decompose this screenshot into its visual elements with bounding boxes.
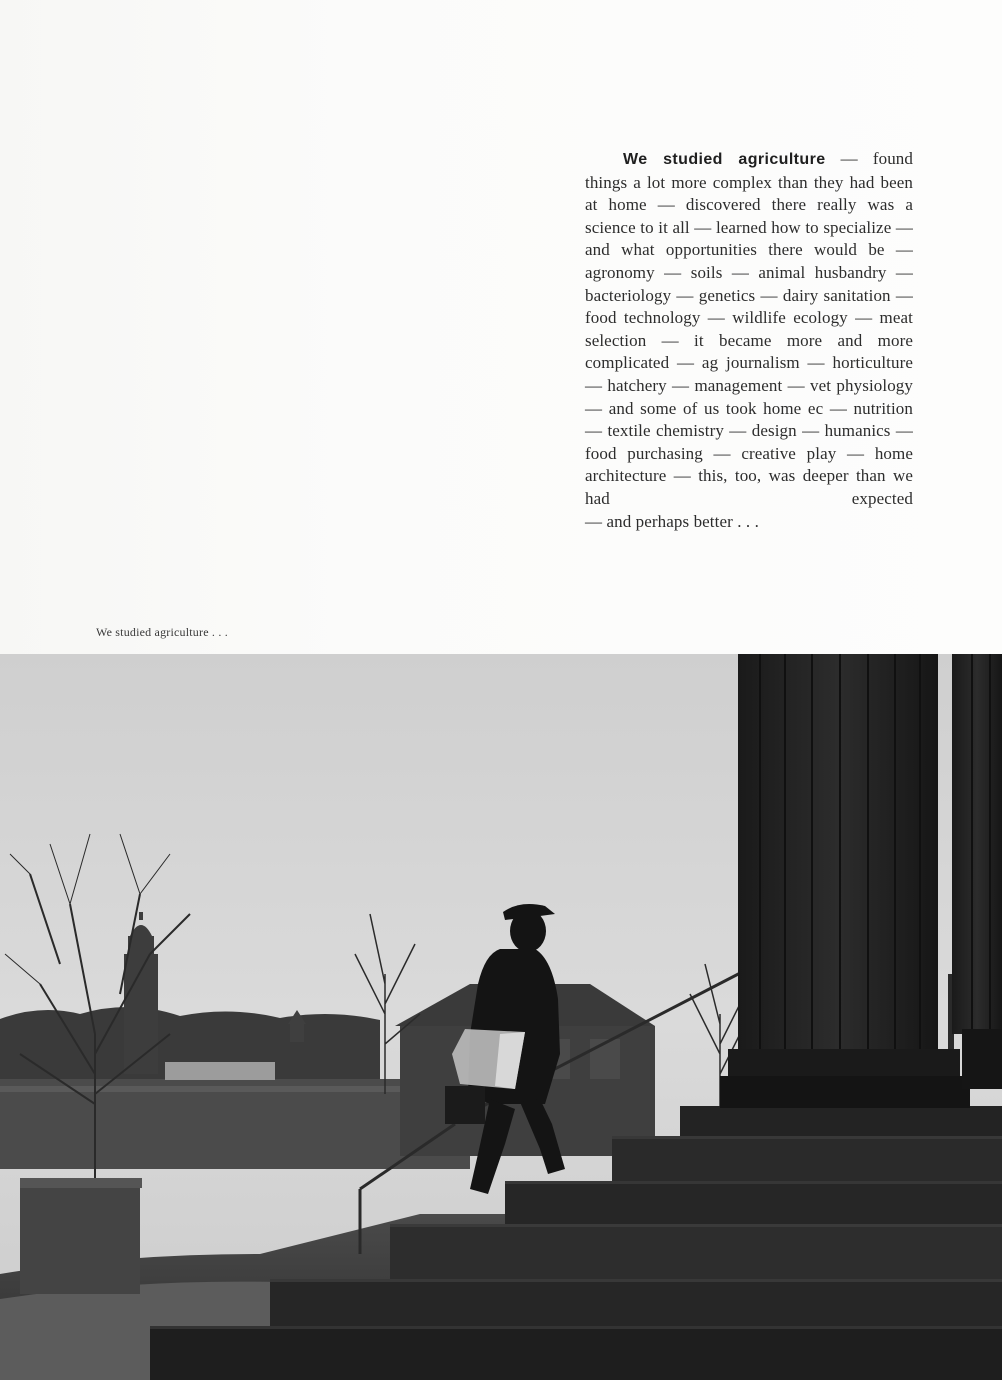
distant-roof: [165, 1062, 275, 1080]
body-ending: — and perhaps better . . .: [585, 511, 759, 531]
photo-illustration: [0, 654, 1002, 1380]
lead-phrase: We studied agriculture: [623, 151, 826, 168]
body-text: [585, 148, 913, 533]
body-paragraph: — found things a lot more complex than they had been at home — discovered there really was a science to it all — learned how to specialize — and what opportunities there would be — agronomy — soils — animal husbandry — bacteriology — genetics — dairy sanitation — food technology — wildlife ecology — meat selection — it became more and more complicated — ag journalism — horticulture — hatchery — management — vet physiology — and some of us took home ec — nutrition — textile chemistry — design — humanics — food purchasing — creative play — home architecture — this, too, was deeper than we had expected: [585, 149, 914, 508]
column-left: [720, 654, 970, 1108]
distant-building: [0, 1079, 470, 1169]
campus-photo: [0, 654, 1002, 1380]
column-right: [952, 654, 1002, 1089]
photo-caption: We studied agriculture . . .: [96, 625, 228, 639]
pedestal: [20, 1184, 140, 1294]
